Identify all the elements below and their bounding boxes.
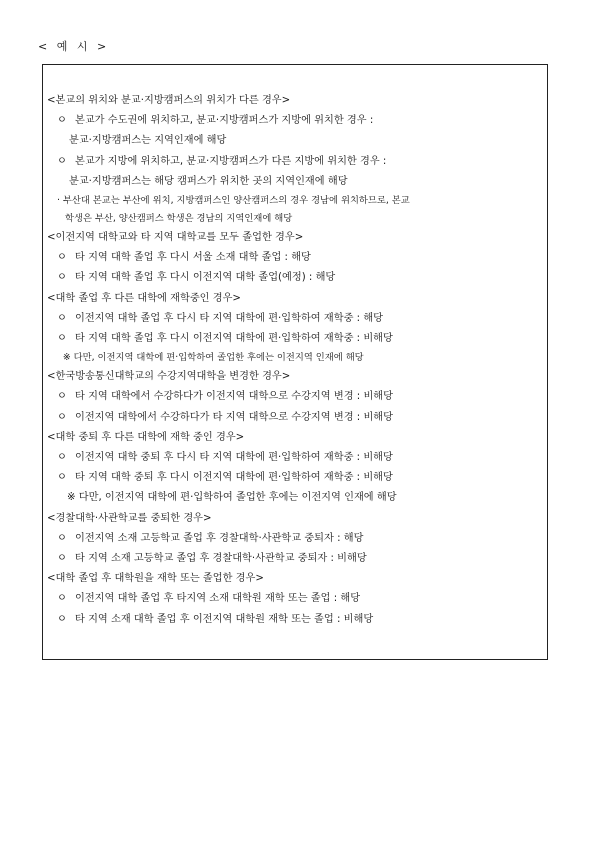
bullet-marker: ㅇ <box>57 472 67 484</box>
bullet-marker: ㅇ <box>57 613 67 625</box>
list-item-text: 타 지역 대학 중퇴 후 다시 이전지역 대학에 편·입학하여 재학중 : 비해당 <box>75 472 393 484</box>
list-item <box>47 268 543 288</box>
list-item <box>47 468 543 488</box>
section-heading: <한국방송통신대학교의 수강지역대학을 변경한 경우> <box>47 371 291 383</box>
bullet-marker: ㅇ <box>57 411 67 423</box>
bullet-marker: ㅇ <box>57 553 67 565</box>
list-item <box>47 111 543 131</box>
note-text: · 부산대 본교는 부산에 위치, 지방캠퍼스인 양산캠퍼스의 경우 경남에 위치하므로, 본교 <box>57 195 410 207</box>
list-item-continuation: 분교·지방캠퍼스는 해당 캠퍼스가 위치한 곳의 지역인재에 해당 <box>69 175 348 187</box>
list-item-text: 본교가 수도권에 위치하고, 분교·지방캠퍼스가 지방에 위치한 경우 : <box>75 115 374 127</box>
bullet-marker: ㅇ <box>57 532 67 544</box>
bullet-marker: ㅇ <box>57 593 67 605</box>
list-item-text: 이전지역 대학에서 수강하다가 타 지역 대학으로 수강지역 변경 : 비해당 <box>75 411 393 423</box>
list-item-text: 타 지역 대학 졸업 후 다시 이전지역 대학에 편·입학하여 재학중 : 비해당 <box>75 333 393 345</box>
note-text: ※ 다만, 이전지역 대학에 편·입학하여 졸업한 후에는 이전지역 인재에 해당 <box>57 352 364 364</box>
list-item-text: 타 지역 대학 졸업 후 다시 이전지역 대학 졸업(예정) : 해당 <box>75 272 336 284</box>
note-text: ※ 다만, 이전지역 대학에 편·입학하여 졸업한 후에는 이전지역 인재에 해당 <box>67 492 397 504</box>
section-heading: <대학 졸업 후 다른 대학에 재학중인 경우> <box>47 292 241 304</box>
section-heading: <대학 중퇴 후 다른 대학에 재학 중인 경우> <box>47 431 245 443</box>
example-label: < 예 시 > <box>38 40 110 53</box>
list-item-text: 타 지역 소재 고등학교 졸업 후 경찰대학·사관학교 중퇴자 : 비해당 <box>75 553 367 565</box>
bullet-marker: ㅇ <box>57 452 67 464</box>
section-heading: <경찰대학·사관학교를 중퇴한 경우> <box>47 512 212 524</box>
bullet-marker: ㅇ <box>57 272 67 284</box>
example-content <box>47 91 543 630</box>
example-box <box>42 64 548 660</box>
section-heading: <이전지역 대학교와 타 지역 대학교를 모두 졸업한 경우> <box>47 232 304 244</box>
list-item <box>47 448 543 468</box>
list-item <box>47 549 543 569</box>
list-item <box>47 309 543 329</box>
section-heading: <본교의 위치와 분교·지방캠퍼스의 위치가 다른 경우> <box>47 95 291 106</box>
bullet-marker: ㅇ <box>57 252 67 264</box>
list-item-text: 이전지역 대학 졸업 후 타지역 소재 대학원 재학 또는 졸업 : 해당 <box>75 593 361 605</box>
list-item <box>47 387 543 407</box>
bullet-marker: ㅇ <box>57 155 67 167</box>
list-item-text: 본교가 지방에 위치하고, 분교·지방캠퍼스가 다른 지방에 위치한 경우 : <box>75 155 387 167</box>
list-item-text: 이전지역 소재 고등학교 졸업 후 경찰대학·사관학교 중퇴자 : 해당 <box>75 532 364 544</box>
list-item <box>47 329 543 349</box>
bullet-marker: ㅇ <box>57 115 67 127</box>
list-item <box>47 152 543 172</box>
note-text-continuation: 학생은 부산, 양산캠퍼스 학생은 경남의 지역인재에 해당 <box>65 213 293 225</box>
bullet-marker: ㅇ <box>57 312 67 324</box>
list-item-continuation: 분교·지방캠퍼스는 지역인재에 해당 <box>69 135 227 147</box>
list-item <box>47 408 543 428</box>
list-item-text: 타 지역 소재 대학 졸업 후 이전지역 대학원 재학 또는 졸업 : 비해당 <box>75 613 374 625</box>
list-item <box>47 529 543 549</box>
list-item-text: 이전지역 대학 중퇴 후 다시 타 지역 대학에 편·입학하여 재학중 : 비해당 <box>75 452 393 464</box>
bullet-marker: ㅇ <box>57 391 67 403</box>
bullet-marker: ㅇ <box>57 333 67 345</box>
list-item <box>47 589 543 609</box>
list-item <box>47 248 543 268</box>
list-item <box>47 610 543 630</box>
list-item-text: 타 지역 대학에서 수강하다가 이전지역 대학으로 수강지역 변경 : 비해당 <box>75 391 393 403</box>
list-item-text: 타 지역 대학 졸업 후 다시 서울 소재 대학 졸업 : 해당 <box>75 252 311 264</box>
section-heading: <대학 졸업 후 대학원을 재학 또는 졸업한 경우> <box>47 573 264 585</box>
list-item-text: 이전지역 대학 졸업 후 다시 타 지역 대학에 편·입학하여 재학중 : 해당 <box>75 312 383 324</box>
